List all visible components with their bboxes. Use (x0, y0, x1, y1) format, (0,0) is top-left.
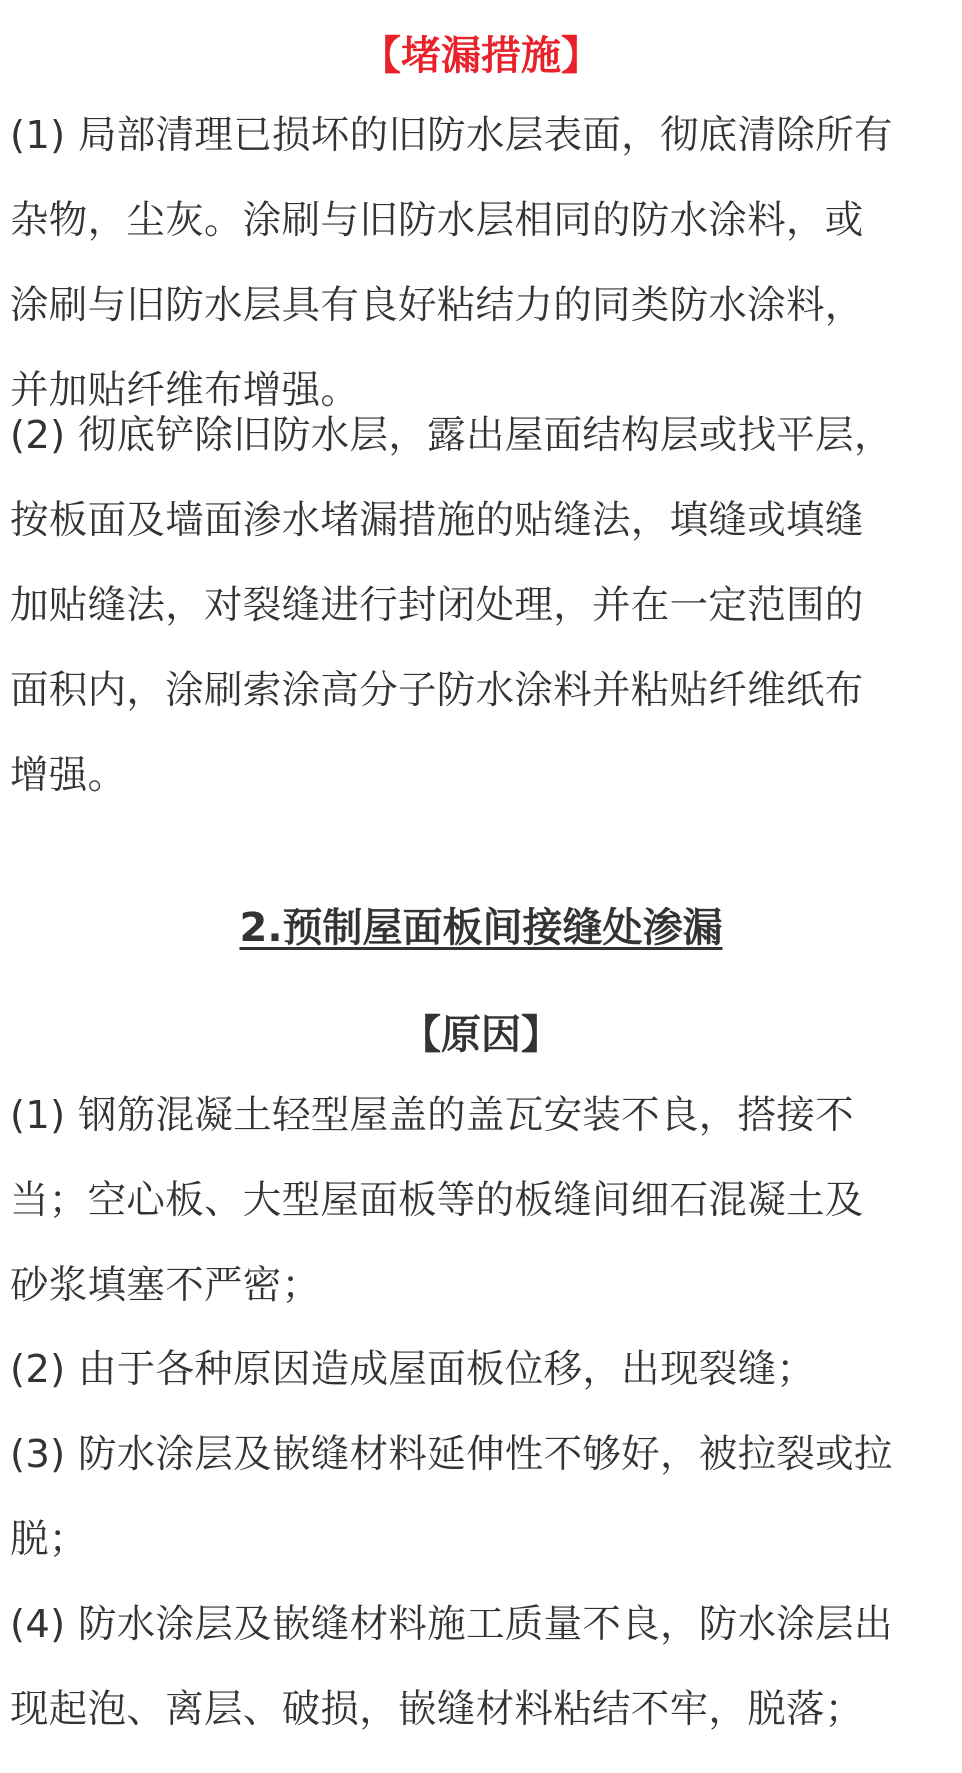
measures-paragraph-1 (10, 93, 958, 433)
text-line: (3) 防水涂层及嵌缝材料延伸性不够好，被拉裂或拉 (10, 1432, 893, 1477)
text-line: (4) 防水涂层及嵌缝材料施工质量不良，防水涂层出 (10, 1602, 893, 1647)
text-line: (2) 由于各种原因造成屋面板位移，出现裂缝； (10, 1347, 816, 1392)
text-line: 杂物，尘灰。涂刷与旧防水层相同的防水涂料，或 (10, 198, 864, 243)
text-line: (1) 局部清理已损坏的旧防水层表面，彻底清除所有 (10, 113, 893, 158)
text-line: 加贴缝法，对裂缝进行封闭处理，并在一定范围的 (10, 583, 864, 628)
section-title: 2.预制屋面板间接缝处渗漏 (239, 905, 723, 951)
measures-heading: 【堵漏措施】 (361, 33, 601, 79)
text-line: (1) 钢筋混凝土轻型屋盖的盖瓦安装不良，搭接不 (10, 1093, 854, 1138)
causes-paragraph-4 (10, 1582, 958, 1752)
text-line: 涂刷与旧防水层具有良好粘结力的同类防水涂料， (10, 283, 864, 328)
text-line: 现起泡、离层、破损，嵌缝材料粘结不牢，脱落； (10, 1687, 864, 1732)
measures-paragraph-2 (10, 393, 958, 818)
text-line: 按板面及墙面渗水堵漏措施的贴缝法，填缝或填缝 (10, 498, 864, 543)
causes-paragraph-3 (10, 1412, 958, 1582)
text-line: 面积内，涂刷索涂高分子防水涂料并粘贴纤维纸布 (10, 668, 864, 713)
text-line: 增强。 (10, 753, 127, 798)
causes-paragraph-1 (10, 1073, 958, 1328)
text-line: 并加贴纤维布增强。 (10, 368, 360, 413)
text-line: 砂浆填塞不严密； (10, 1263, 321, 1308)
causes-paragraph-2 (10, 1327, 958, 1412)
text-line: (2) 彻底铲除旧防水层，露出屋面结构层或找平层， (10, 413, 893, 458)
text-line: 脱； (10, 1517, 88, 1562)
text-line: 当；空心板、大型屋面板等的板缝间细石混凝土及 (10, 1178, 864, 1223)
causes-heading: 【原因】 (401, 1012, 561, 1058)
